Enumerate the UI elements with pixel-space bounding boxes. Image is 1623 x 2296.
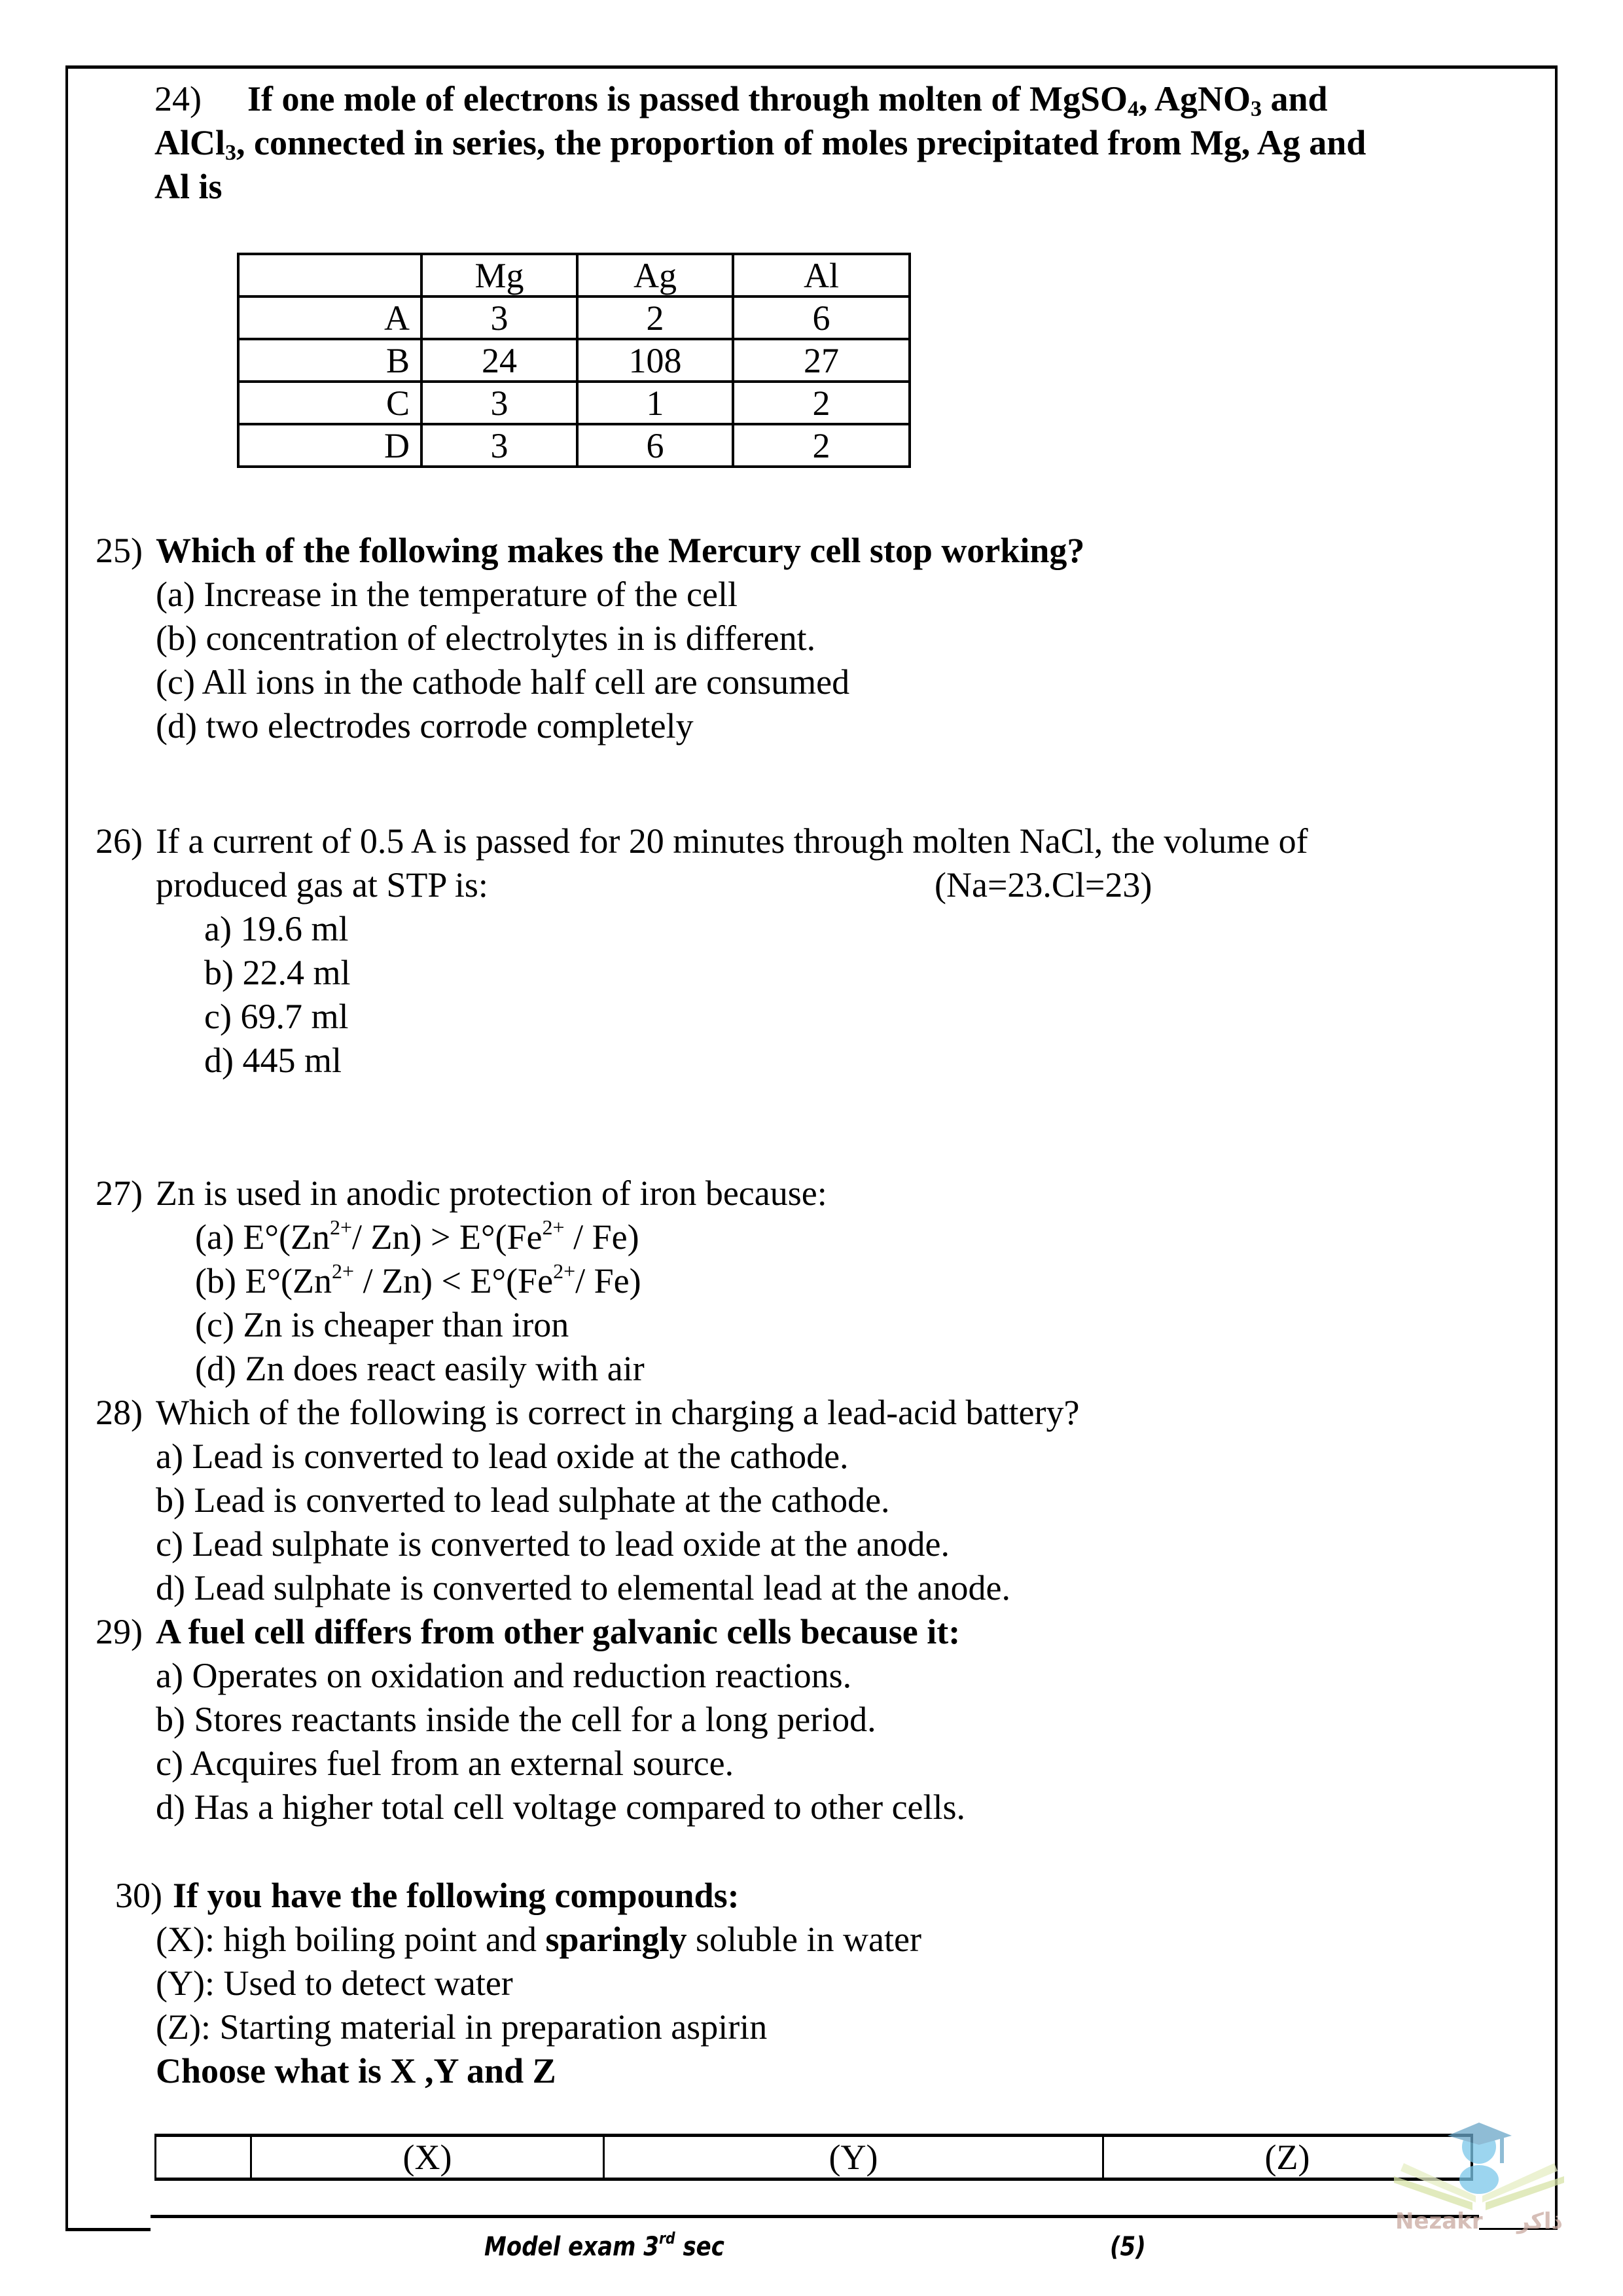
q26-option-a: a) 19.6 ml [204, 909, 349, 948]
q30-instruction: Choose what is X ,Y and Z [156, 2051, 556, 2090]
table-header-x: (X) [251, 2136, 604, 2179]
q26-given-data: (Na=23.Cl=23) [935, 865, 1152, 905]
nezakr-logo [1387, 2111, 1571, 2235]
q25-option-b: (b) concentration of electrolytes in is different. [156, 619, 816, 658]
svg-text:Nezakr: Nezakr [1395, 2208, 1483, 2234]
page-border-bottom-left [65, 2228, 151, 2231]
table-header-mg: Mg [421, 254, 577, 296]
q30-number: 30) [115, 1876, 162, 1915]
table-cell [156, 2136, 251, 2179]
option-label: D [238, 424, 421, 467]
table-cell: 2 [733, 382, 910, 424]
q30-compound-y: (Y): Used to detect water [156, 1964, 513, 2003]
table-cell: 108 [577, 339, 733, 382]
q28-option-a: a) Lead is converted to lead oxide at the cathode. [156, 1437, 849, 1476]
q27-number: 27) [96, 1174, 143, 1213]
q28-option-b: b) Lead is converted to lead sulphate at the cathode. [156, 1480, 890, 1520]
footer-title: Model exam 3rd sec [484, 2229, 724, 2262]
table-cell: 6 [577, 424, 733, 467]
q25-option-c: (c) All ions in the cathode half cell are consumed [156, 662, 850, 702]
q29-option-c: c) Acquires fuel from an external source. [156, 1744, 734, 1783]
option-label: A [238, 296, 421, 339]
table-cell: 27 [733, 339, 910, 382]
q24-line1: 24) If one mole of electrons is passed through molten of MgSO$_4$, AgNO$_3$ and [154, 79, 1328, 121]
q26-option-d: d) 445 ml [204, 1041, 342, 1080]
q27-option-b: (b) $E^\circ(Zn^{2+} / Zn) < E^\circ(Fe^{2+}/$ Fe) [195, 1259, 641, 1300]
page-number: (5) [1110, 2232, 1146, 2262]
q30-compound-x: (X): high boiling point and sparingly soluble in water [156, 1920, 921, 1959]
table-row [238, 296, 910, 339]
q30-compound-z: (Z): Starting material in preparation aspirin [156, 2007, 768, 2047]
q26-stem-line1: 26) If a current of 0.5 A is passed for 20 minutes through molten NaCl, the volume of [96, 819, 1308, 863]
q28-option-d: d) Lead sulphate is converted to elemental lead at the anode. [156, 1568, 1010, 1607]
q28-option-c: c) Lead sulphate is converted to lead oxide at the anode. [156, 1524, 950, 1564]
q27-stem-line: 27) Zn is used in anodic protection of iron because: [96, 1172, 827, 1215]
q25-stem: Which of the following makes the Mercury cell stop working? [156, 531, 1085, 570]
table-cell: 1 [577, 382, 733, 424]
q24-line3: Al is [154, 167, 223, 206]
q27-option-c: (c) Zn is cheaper than iron [195, 1305, 569, 1344]
q27-option-d: (d) Zn does react easily with air [195, 1349, 645, 1388]
q29-number: 29) [96, 1612, 143, 1651]
table-cell: 3 [421, 382, 577, 424]
q24-options-table [237, 253, 911, 468]
q26-stem-line2: produced gas at STP is: [156, 865, 488, 905]
table-header-z: (Z) [1103, 2136, 1472, 2179]
q28-stem-line: 28) Which of the following is correct in charging a lead-acid battery? [96, 1391, 1079, 1435]
q26-option-c: c) 69.7 ml [204, 997, 349, 1036]
table-cell: 24 [421, 339, 577, 382]
q29-stem-line: 29) A fuel cell differs from other galvanic cells because it: [96, 1610, 960, 1654]
table-header-y: (Y) [604, 2136, 1103, 2179]
table-row [238, 424, 910, 467]
graduate-book-icon [1387, 2111, 1571, 2235]
q25-option-a: (a) Increase in the temperature of the cell [156, 575, 738, 614]
table-row [238, 382, 910, 424]
table-cell [238, 254, 421, 296]
table-cell: 2 [577, 296, 733, 339]
q26-number: 26) [96, 821, 143, 861]
option-label: B [238, 339, 421, 382]
q27-option-a: (a) $E^\circ(Zn^{2+}/$ $Zn) > E^\circ(Fe^{2+} / Fe)$ [195, 1215, 639, 1257]
option-label: C [238, 382, 421, 424]
table-cell: 2 [733, 424, 910, 467]
table-header-ag: Ag [577, 254, 733, 296]
q30-stem-line: 30) If you have the following compounds: [115, 1874, 740, 1918]
footer-divider [151, 2215, 1479, 2218]
q30-answer-table [154, 2134, 1473, 2181]
table-cell: 3 [421, 296, 577, 339]
q28-number: 28) [96, 1393, 143, 1432]
table-row [156, 2136, 1472, 2179]
table-header-al: Al [733, 254, 910, 296]
svg-text:ذاكر: ذاكر [1516, 2208, 1563, 2234]
q24-number: 24) [154, 79, 202, 118]
table-cell: 3 [421, 424, 577, 467]
q29-option-d: d) Has a higher total cell voltage compared to other cells. [156, 1787, 966, 1827]
table-row [238, 339, 910, 382]
q25-stem-line [96, 529, 1084, 573]
q26-option-b: b) 22.4 ml [204, 953, 351, 992]
q29-option-a: a) Operates on oxidation and reduction reactions. [156, 1656, 852, 1695]
table-header-row [238, 254, 910, 296]
q25-number: 25) [96, 531, 143, 570]
q24-line2: AlCl$_3$, connected in series, the proportion of moles precipitated from Mg, Ag and [154, 123, 1366, 165]
q25-option-d: (d) two electrodes corrode completely [156, 706, 694, 745]
table-cell: 6 [733, 296, 910, 339]
q29-option-b: b) Stores reactants inside the cell for a long period. [156, 1700, 876, 1739]
